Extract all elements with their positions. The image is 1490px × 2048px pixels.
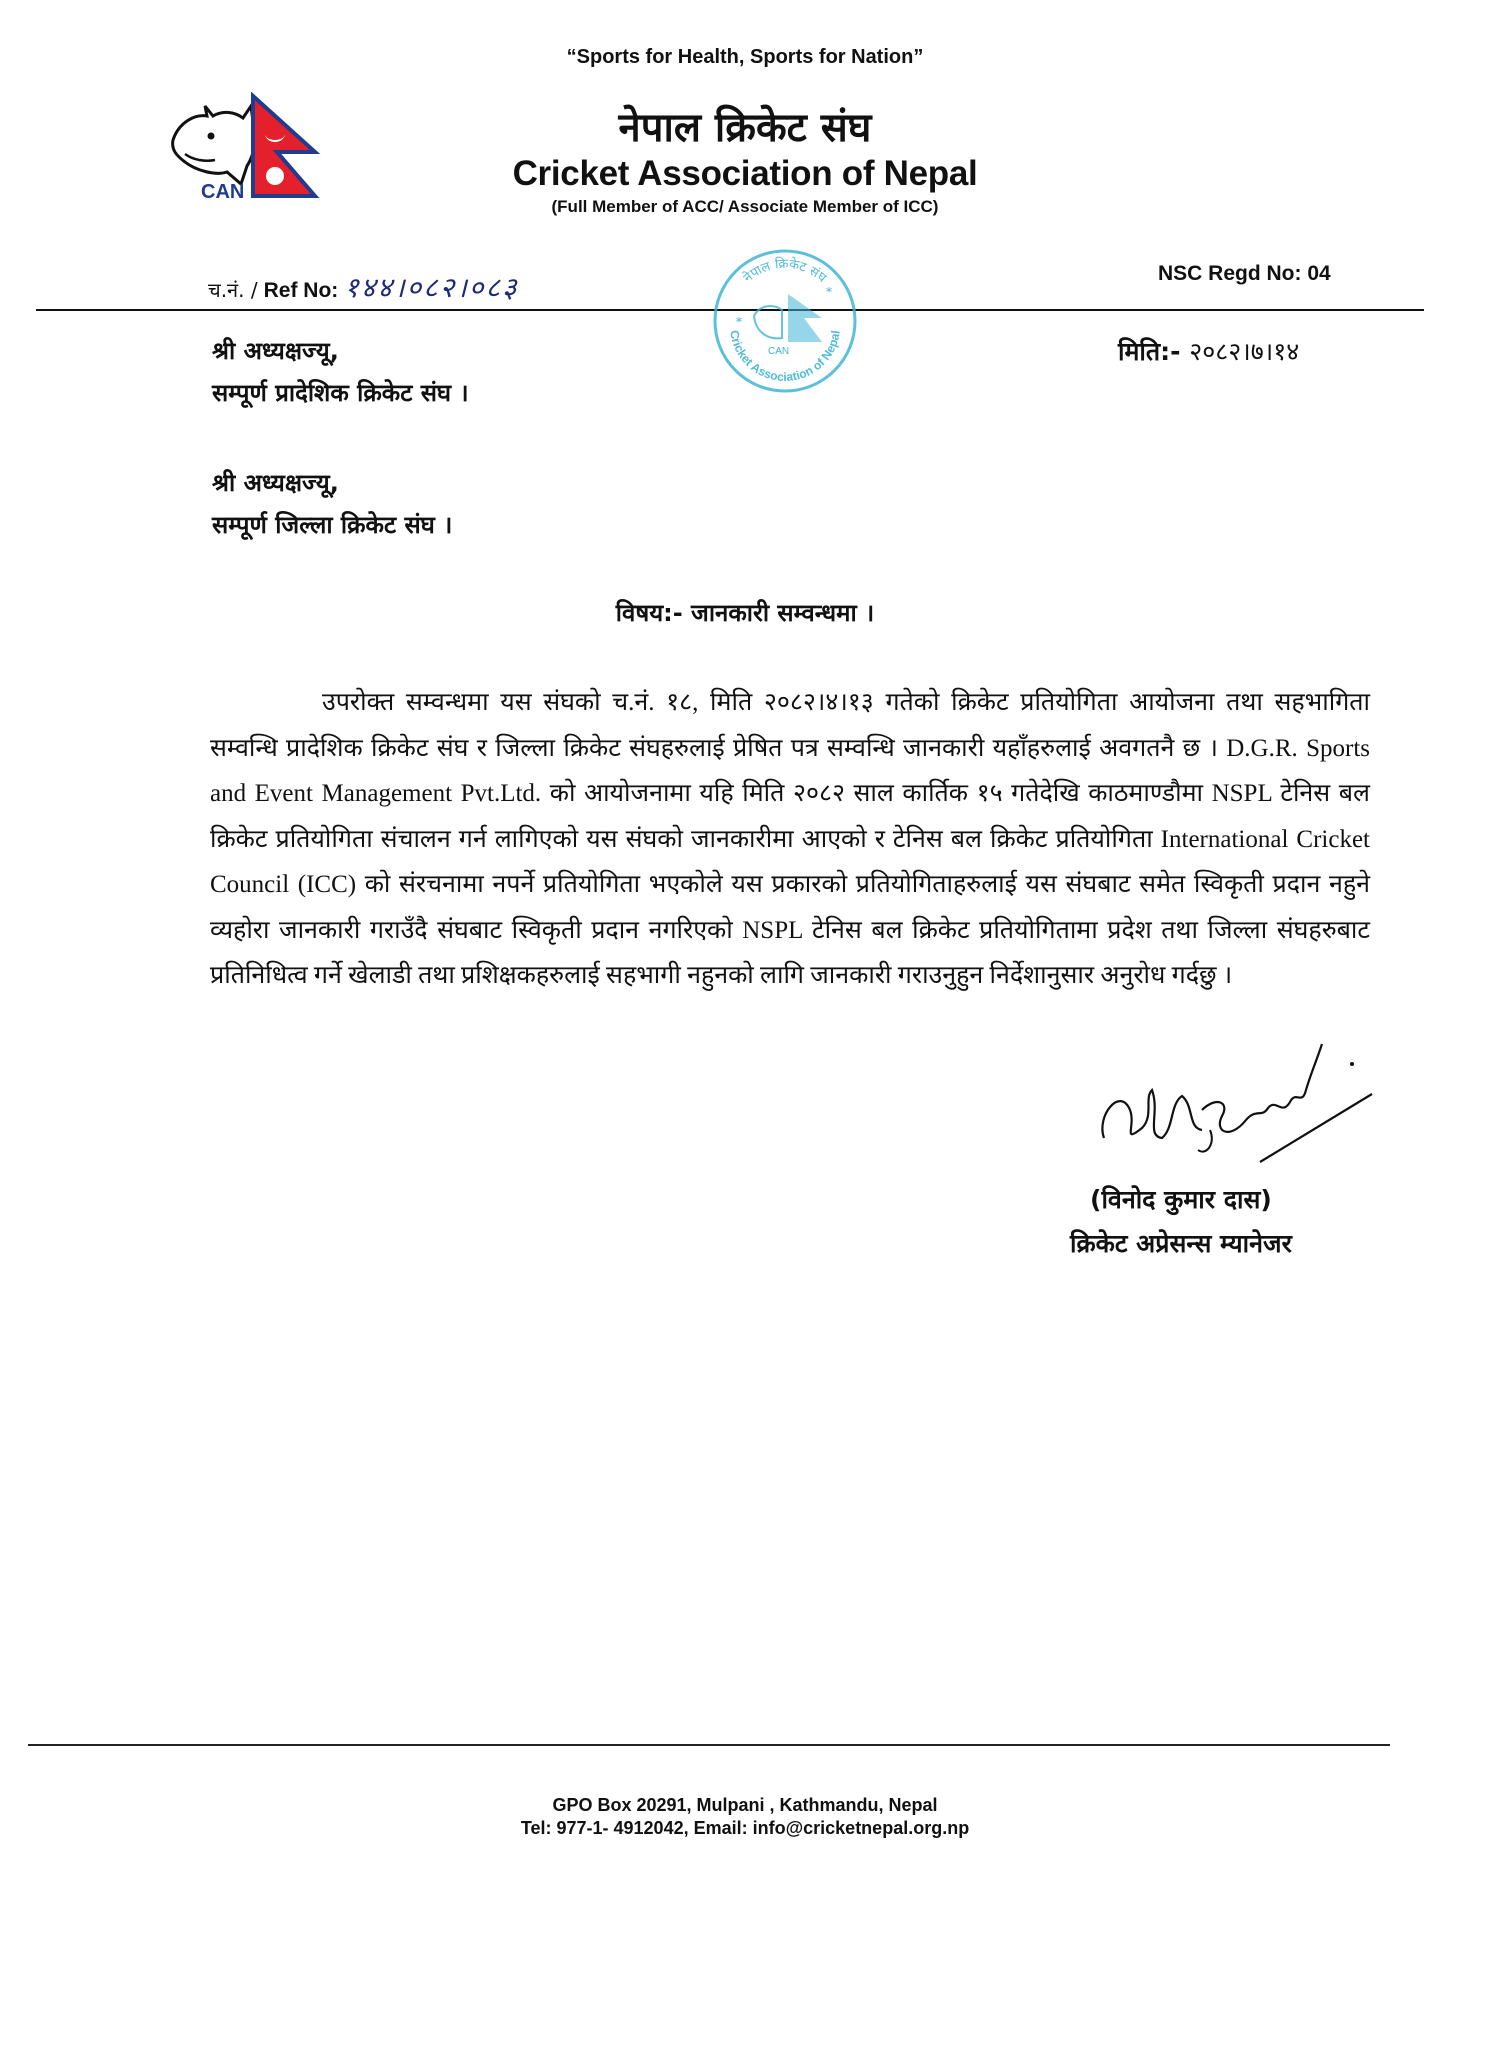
- recipient-salutation: श्री अध्यक्षज्यू,: [212, 337, 339, 365]
- footer-divider: [28, 1744, 1390, 1746]
- signatory-name: (विनोद कुमार दास): [1090, 1185, 1272, 1214]
- recipient-district: [212, 462, 452, 546]
- stamp-text-top: नेपाल क्रिकेट संघ: [740, 256, 830, 286]
- letter-body: उपरोक्त सम्वन्धमा यस संघको च.नं. १८, मिति २०८२।४।१३ गतेको क्रिकेट प्रतियोगिता आयोजना तथा सहभागिता सम्वन्धि प्रादेशिक क्रिकेट संघ र जिल्ला क्रिकेट संघहरुलाई प्रेषित पत्र सम्वन्धि जानकारी यहाँहरुलाई अवगतनै छ । D.G.R. Sports and Event Management Pvt.Ltd. को आयोजनामा यहि मिति २०८२ साल कार्तिक १५ गतेदेखि काठमाण्डौमा NSPL टेनिस बल क्रिकेट प्रतियोगिता संचालन गर्न लागिएको यस संघको जानकारीमा आएको र टेनिस बल क्रिकेट प्रतियोगिता International Cricket Council (ICC) को संरचनामा नपर्ने प्रतियोगिता भएकोले यस प्रकारको प्रतियोगिताहरुलाई यस संघबाट समेत स्विकृती प्रदान नहुने व्यहोरा जानकारी गराउँदै संघबाट स्विकृती प्रदान नगरिएको NSPL टेनिस बल क्रिकेट प्रतियोगितामा प्रदेश तथा जिल्ला संघहरुबाट प्रतिनिधित्व गर्ने खेलाडी तथा प्रशिक्षकहरुलाई सहभागी नहुनको लागि जानकारी गराउनुहुन निर्देशानुसार अनुरोध गर्दछु ।: [210, 689, 1370, 989]
- org-name-english: Cricket Association of Nepal: [512, 154, 978, 193]
- org-subtitle: (Full Member of ACC/ Associate Member of ICC): [551, 197, 939, 216]
- stamp-center-text: CAN: [768, 346, 790, 357]
- svg-text:*: *: [826, 285, 832, 299]
- logo-text: CAN: [201, 181, 245, 202]
- signatory-title: क्रिकेट अप्रेसन्स म्यानेजर: [1070, 1229, 1292, 1258]
- handwritten-signature-icon: [1090, 1020, 1390, 1190]
- ref-number: १४४।०८२।०८३: [344, 271, 519, 304]
- svg-text:*: *: [736, 315, 742, 329]
- footer-address: GPO Box 20291, Mulpani , Kathmandu, Nepal: [552, 1795, 938, 1815]
- svg-text:नेपाल क्रिकेट संघ: [740, 256, 829, 286]
- recipient-organization: सम्पूर्ण प्रादेशिक क्रिकेट संघ ।: [212, 379, 469, 407]
- recipient-organization: सम्पूर्ण जिल्ला क्रिकेट संघ ।: [212, 511, 453, 539]
- date-label: मिति:-: [1118, 337, 1181, 366]
- signatory-block: [1070, 1178, 1292, 1266]
- reference-line: [208, 268, 519, 306]
- nsc-registration: NSC Regd No: 04: [1158, 262, 1331, 285]
- signature: [1090, 1020, 1390, 1190]
- date-value: २०८२।७।१४: [1189, 337, 1300, 366]
- recipient-provincial: [212, 330, 469, 414]
- stamp-seal-icon: [710, 246, 860, 396]
- recipient-salutation: श्री अध्यक्षज्यू,: [212, 469, 339, 497]
- letter-date: [1118, 334, 1299, 368]
- ref-label-english: Ref No:: [263, 279, 339, 302]
- letter-subject: विषय:- जानकारी सम्वन्धमा ।: [615, 599, 875, 627]
- org-name-nepali: नेपाल क्रिकेट संघ: [618, 105, 872, 151]
- stamp-text-bottom: Cricket Association of Nepal: [727, 329, 843, 385]
- official-stamp: [710, 246, 860, 396]
- ref-label-nepali: च.नं. /: [208, 278, 258, 302]
- motto: “Sports for Health, Sports for Nation”: [566, 46, 924, 68]
- footer-contact: Tel: 977-1- 4912042, Email: info@cricketnepal.org.np: [520, 1818, 970, 1838]
- footer: [0, 1794, 1490, 1840]
